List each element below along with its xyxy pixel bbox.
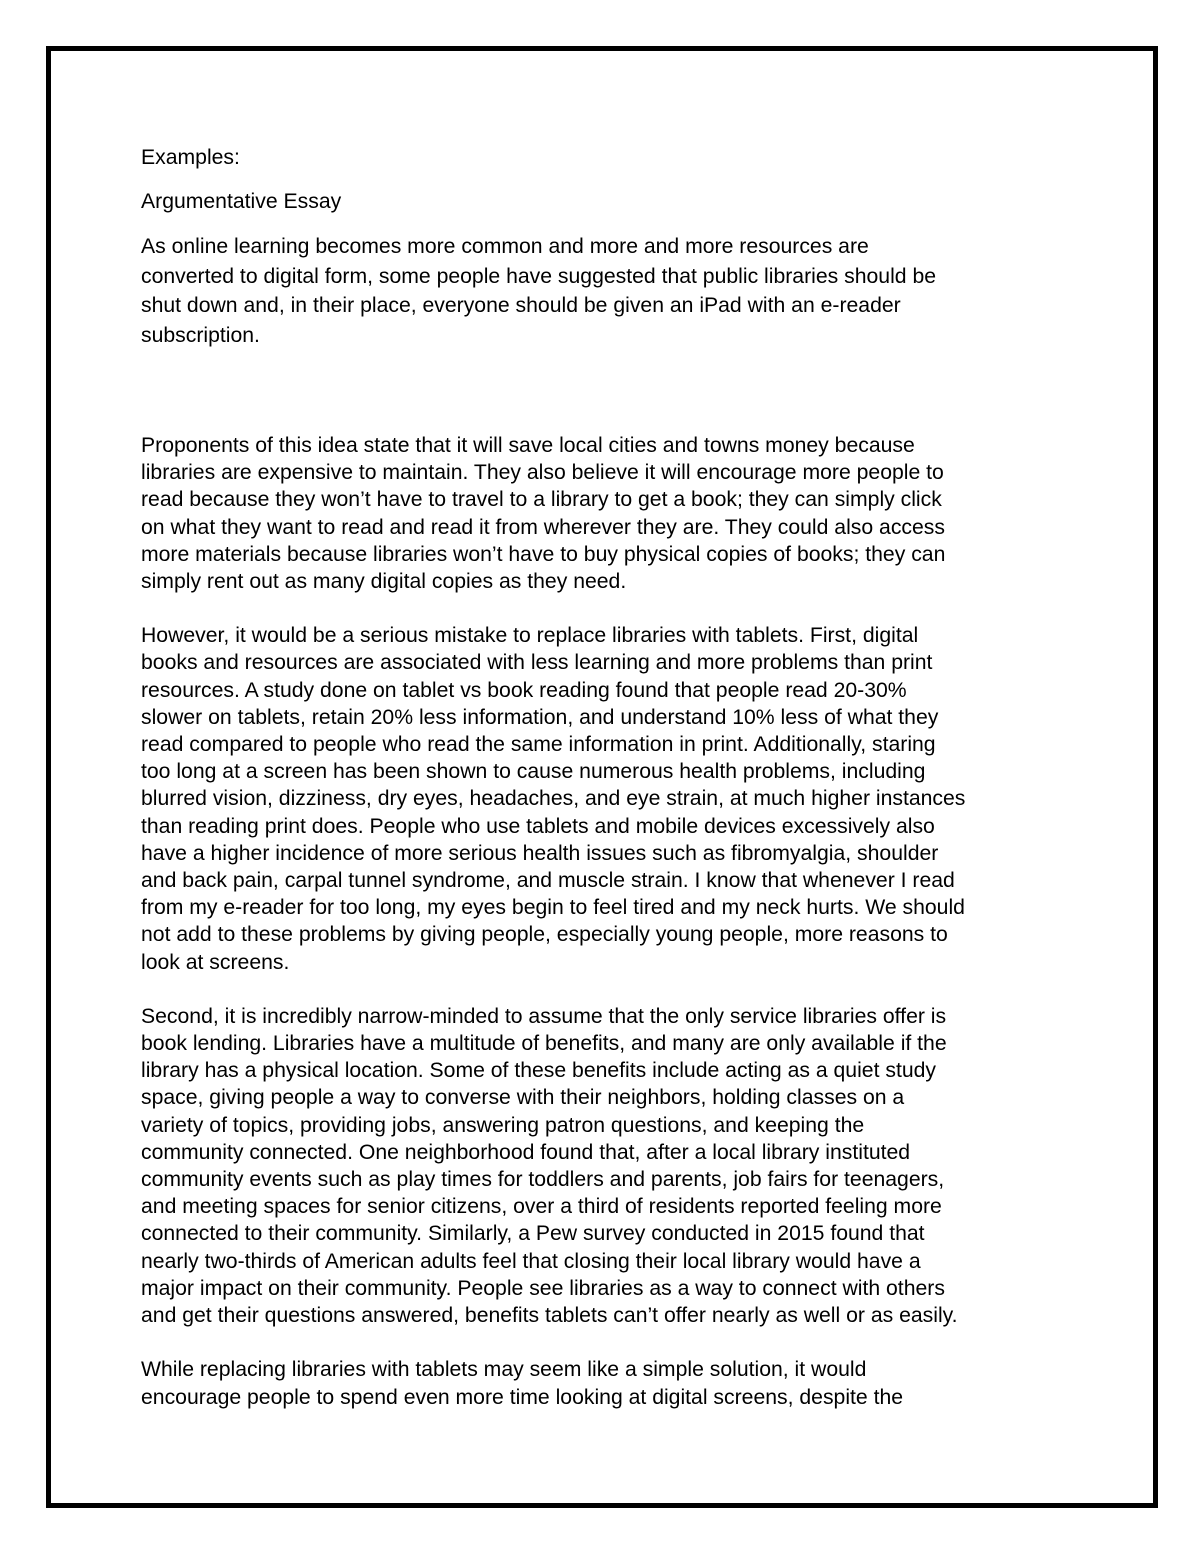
paragraph-line: books and resources are associated with less learning and more problems than print bbox=[141, 651, 933, 675]
paragraph-proponents bbox=[141, 432, 1071, 595]
paragraph-line: connected to their community. Similarly, a Pew survey conducted in 2015 found that bbox=[141, 1222, 925, 1246]
paragraph-line: shut down and, in their place, everyone should be given an iPad with an e-reader bbox=[141, 294, 901, 317]
paragraph-line: slower on tablets, retain 20% less information, and understand 10% less of what they bbox=[141, 705, 939, 729]
examples-label: Examples: bbox=[141, 146, 240, 169]
paragraph-line: blurred vision, dizziness, dry eyes, headaches, and eye strain, at much higher instances bbox=[141, 787, 966, 811]
paragraph-line: subscription. bbox=[141, 323, 260, 347]
paragraph-line: have a higher incidence of more serious health issues such as fibromyalgia, shoulder bbox=[141, 841, 939, 865]
document-body bbox=[141, 144, 1071, 1411]
paragraph-line: and meeting spaces for senior citizens, over a third of residents reported feeling more bbox=[141, 1195, 942, 1219]
paragraph-line: on what they want to read and read it from wherever they are. They could also access bbox=[141, 515, 945, 539]
paragraph-line: and back pain, carpal tunnel syndrome, and muscle strain. I know that whenever I read bbox=[141, 869, 955, 893]
paragraph-conclusion bbox=[141, 1356, 1071, 1410]
paragraph-line: libraries are expensive to maintain. They also believe it will encourage more people to bbox=[141, 461, 944, 485]
paragraph-line: encourage people to spend even more time looking at digital screens, despite the bbox=[141, 1385, 904, 1409]
paragraph-line: read because they won’t have to travel to a library to get a book; they can simply click bbox=[141, 488, 942, 512]
paragraph-first-argument bbox=[141, 622, 1071, 976]
paragraph-line: book lending. Libraries have a multitude of benefits, and many are only available if the bbox=[141, 1032, 947, 1056]
paragraph-line: community connected. One neighborhood found that, after a local library instituted bbox=[141, 1140, 911, 1164]
paragraph-line: and get their questions answered, benefits tablets can’t offer nearly as well or as easily. bbox=[141, 1304, 958, 1328]
paragraph-line: resources. A study done on tablet vs book reading found that people read 20-30% bbox=[141, 678, 907, 702]
paragraph-line: read compared to people who read the same information in print. Additionally, staring bbox=[141, 733, 936, 757]
paragraph-second-argument bbox=[141, 1003, 1071, 1329]
paragraph-line: However, it would be a serious mistake to replace libraries with tablets. First, digital bbox=[141, 624, 919, 648]
paragraph-line: Proponents of this idea state that it will save local cities and towns money because bbox=[141, 434, 915, 457]
essay-title: Argumentative Essay bbox=[141, 190, 342, 213]
paragraph-line: While replacing libraries with tablets may seem like a simple solution, it would bbox=[141, 1358, 867, 1382]
paragraph-line: too long at a screen has been shown to cause numerous health problems, including bbox=[141, 760, 926, 784]
paragraph-line: community events such as play times for toddlers and parents, job fairs for teenagers, bbox=[141, 1168, 945, 1192]
paragraph-line: look at screens. bbox=[141, 950, 290, 974]
paragraph-line: than reading print does. People who use tablets and mobile devices excessively also bbox=[141, 814, 935, 838]
paragraph-line: major impact on their community. People see libraries as a way to connect with others bbox=[141, 1276, 945, 1300]
paragraph-line: Second, it is incredibly narrow-minded to assume that the only service libraries offer is bbox=[141, 1004, 947, 1028]
paragraph-line: library has a physical location. Some of these benefits include acting as a quiet study bbox=[141, 1059, 936, 1083]
paragraph-line: space, giving people a way to converse with their neighbors, holding classes on a bbox=[141, 1086, 905, 1110]
paragraph-intro bbox=[141, 232, 1071, 350]
paragraph-line: simply rent out as many digital copies as they need. bbox=[141, 570, 627, 594]
paragraph-line: converted to digital form, some people have suggested that public libraries should be bbox=[141, 264, 937, 288]
paragraph-line: nearly two-thirds of American adults feel that closing their local library would have a bbox=[141, 1249, 921, 1273]
paragraph-line: more materials because libraries won’t have to buy physical copies of books; they can bbox=[141, 542, 946, 566]
paragraph-line: variety of topics, providing jobs, answering patron questions, and keeping the bbox=[141, 1113, 865, 1137]
paragraph-line: from my e-reader for too long, my eyes begin to feel tired and my neck hurts. We should bbox=[141, 896, 965, 920]
paragraph-line: not add to these problems by giving people, especially young people, more reasons to bbox=[141, 923, 948, 947]
paragraph-line: As online learning becomes more common and more and more resources are bbox=[141, 235, 869, 258]
